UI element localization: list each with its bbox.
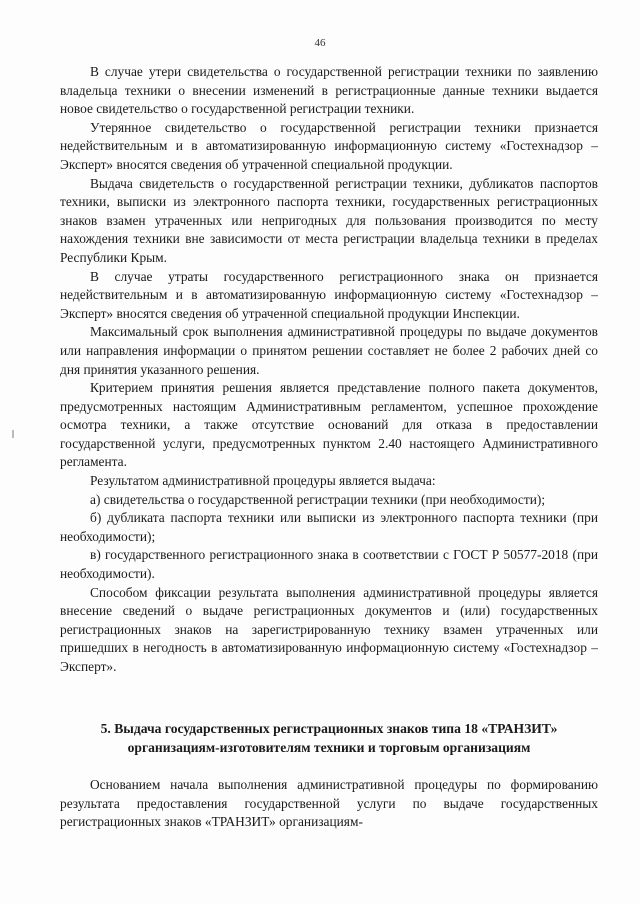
paragraph: Результатом административной процедуры является выдача: — [90, 473, 436, 489]
paragraph: В случае утраты государственного регистрационного знака он признается недействительным и в автоматизированную информационную систему «Гостехнадзор – Эксперт» вносятся сведения об утраченной специальной продукции Инспекции. — [60, 268, 598, 321]
paragraph: Максимальный срок выполнения административной процедуры по выдаче документов или направления информации о принятом решении составляет не более 2 рабочих дней со дня принятия указанного решения. — [60, 324, 598, 377]
section-heading: 5. Выдача государственных регистрационных знаков типа 18 «ТРАНЗИТ» организациям-изготовителям техники и торговым организациям — [100, 721, 558, 755]
page-number: 46 — [314, 37, 326, 49]
body-text — [60, 63, 598, 677]
section-body — [60, 776, 598, 832]
paragraph: Критерием принятия решения является представление полного пакета документов, предусмотренных настоящим Административным регламентом, успешное прохождение осмотра техники, а также отсутствие оснований для отказа в предоставлении государственной услуги, предусмотренных пунктом 2.40 настоящего Административного регламента. — [60, 380, 598, 470]
list-item: в) государственного регистрационного знака в соответствии с ГОСТ Р 50577-2018 (при необходимости). — [60, 547, 598, 582]
margin-mark — [12, 430, 14, 438]
list-item: а) свидетельства о государственной регистрации техники (при необходимости); — [90, 491, 546, 507]
paragraph: Утерянное свидетельство о государственной регистрации техники признается недействительным и в автоматизированную информационную систему «Гостехнадзор – Эксперт» вносятся сведения об утраченной специальной продукции. — [60, 119, 598, 172]
paragraph: В случае утери свидетельства о государственной регистрации техники по заявлению владельца техники о внесении изменений в регистрационные данные техники выдается новое свидетельство о государственной регистрации техники. — [60, 64, 598, 117]
paragraph: Выдача свидетельств о государственной регистрации техники, дубликатов паспортов техники, выписки из электронного паспорта техники, государственных регистрационных знаков взамен утраченных или непригодных для пользования производится по месту нахождения техники вне зависимости от места регистрации владельца техники в пределах Республики Крым. — [60, 175, 598, 265]
list-item: б) дубликата паспорта техники или выписки из электронного паспорта техники (при необходимости); — [60, 510, 598, 544]
paragraph: Основанием начала выполнения административной процедуры по формированию результата предоставления государственной услуги по выдаче государственных регистрационных знаков «ТРАНЗИТ» организациям- — [60, 777, 598, 830]
paragraph: Способом фиксации результата выполнения административной процедуры является внесение сведений о выдаче регистрационных документов и (или) государственных регистрационных знаков на зарегистрированную технику взамен утраченных или пришедших в негодность в автоматизированную информационную систему «Гостехнадзор – Эксперт». — [60, 584, 598, 674]
